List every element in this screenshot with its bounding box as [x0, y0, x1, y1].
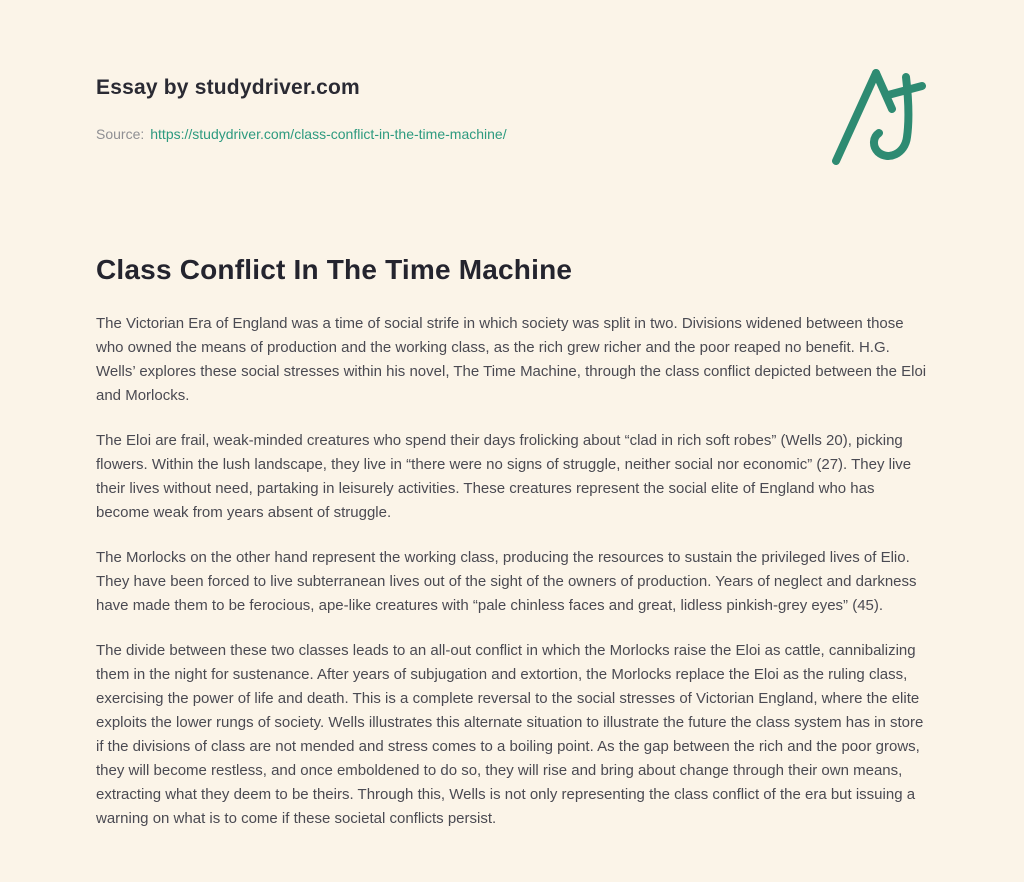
- essay-paragraph: The Eloi are frail, weak-minded creatures who spend their days frolicking about “clad in rich soft robes” (Wells 20), picking flowers. Within the lush landscape, they live in “there were no signs of struggle, neither social nor economic” (27). They live their lives without need, partaking in leisurely activities. These creatures represent the social elite of England who has become weak from years absent of struggle.: [96, 432, 912, 521]
- byline: Essay by studydriver.com: [96, 76, 360, 99]
- source-label: Source:: [96, 126, 145, 142]
- studydriver-logo-icon: [826, 64, 926, 166]
- essay-body: [96, 312, 928, 831]
- essay-paragraph: The Victorian Era of England was a time of social strife in which society was split in two. Divisions widened between those who owned the means of production and the working class, as the rich grew richer and the poor reaped no benefit. H.G. Wells’ explores these social stresses within his novel, The Time Machine, through the class conflict depicted between the Eloi and Morlocks.: [96, 315, 927, 404]
- source-row: [96, 126, 928, 142]
- source-link[interactable]: https://studydriver.com/class-conflict-in-the-time-machine/: [150, 126, 507, 142]
- essay-paragraph: The Morlocks on the other hand represent the working class, producing the resources to sustain the privileged lives of Elio. They have been forced to live subterranean lives out of the sight of the owners of production. Years of neglect and darkness have made them to be ferocious, ape-like creatures with “pale chinless faces and great, lidless pinkish-grey eyes” (45).: [96, 549, 917, 614]
- studydriver-logo: [826, 64, 926, 166]
- essay-paragraph: The divide between these two classes leads to an all-out conflict in which the Morlocks raise the Eloi as cattle, cannibalizing them in the night for sustenance. After years of subjugation and extortion, the Morlocks replace the Eloi as the ruling class, exercising the power of life and death. This is a complete reversal to the social stresses of Victorian England, where the elite exploits the lower rungs of society. Wells illustrates this alternate situation to illustrate the future the class system has in store if the divisions of class are not mended and stress comes to a boiling point. As the gap between the rich and the poor grows, they will become restless, and once emboldened to do so, they will rise and bring about change through their own means, extracting what they deem to be theirs. Through this, Wells is not only representing the class conflict of the era but issuing a warning on what is to come if these societal conflicts persist.: [96, 642, 924, 827]
- essay-title: Class Conflict In The Time Machine: [96, 254, 573, 285]
